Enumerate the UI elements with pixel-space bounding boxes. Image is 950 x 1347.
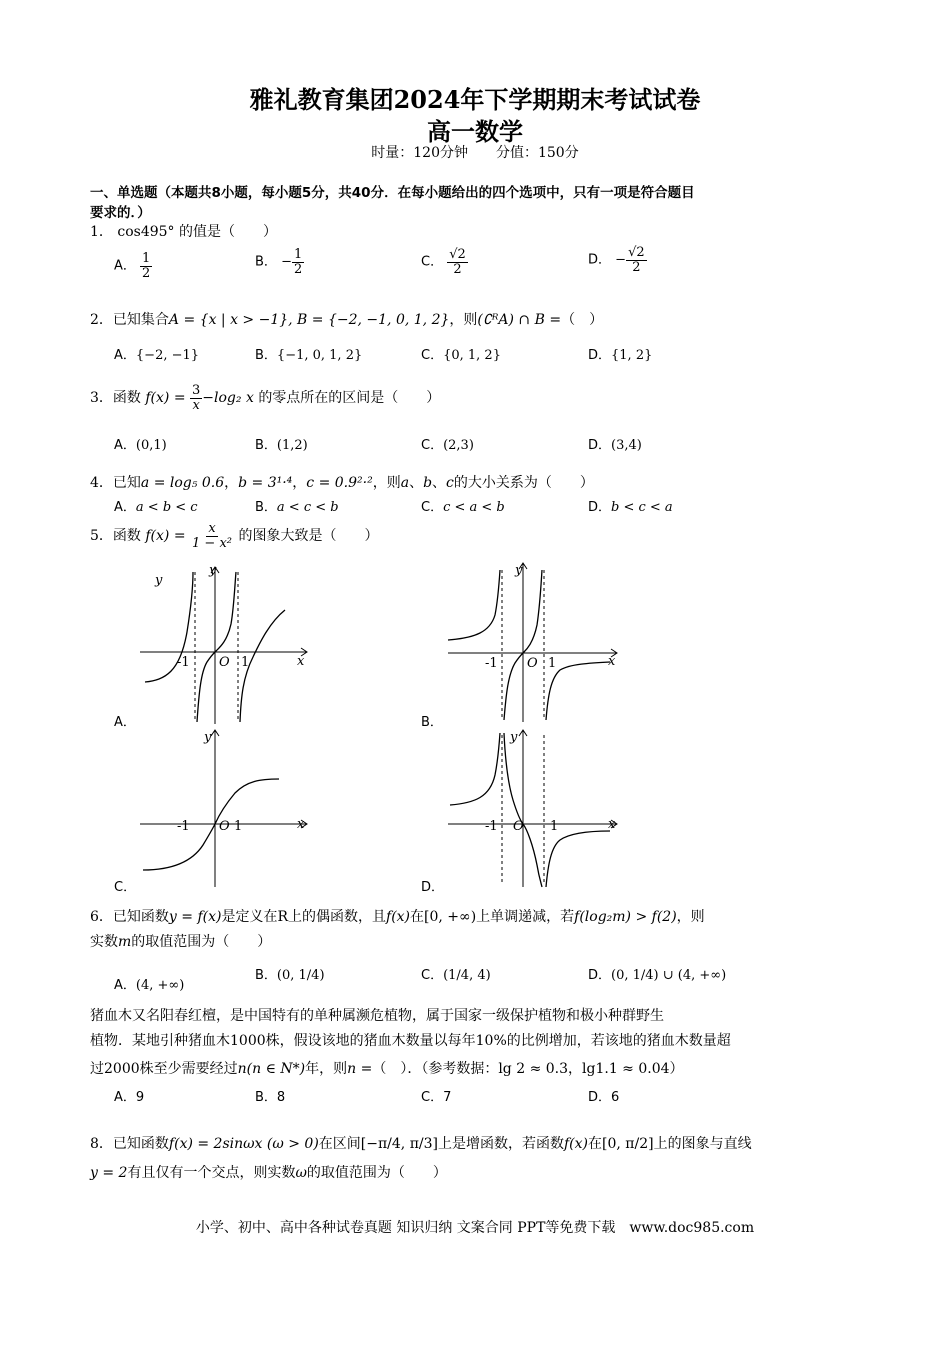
- question-6-cont: 实数m的取值范围为（ ）: [90, 934, 272, 950]
- svg-text:y: y: [209, 563, 217, 578]
- page-footer: 小学、初中、高中各种试卷真题 知识归纳 文案合同 PPT等免费下载 www.doc985.com: [195, 1220, 755, 1236]
- svg-text:y: y: [204, 730, 212, 745]
- q1-option-d[interactable]: D． − $\frac{√2}{2}$: [588, 245, 645, 275]
- x-axis-label: x: [297, 654, 305, 669]
- q2-expression: (∁ᴿA) ∩ B =: [477, 312, 562, 328]
- q1-option-c[interactable]: C． $\frac{√2}{2}$: [421, 247, 466, 277]
- q2-option-a[interactable]: A．{−2, −1}: [114, 348, 200, 363]
- question-7: 猪血木又名阳春红檀，是中国特有的单种属濒危植物，属于国家一级保护植物和极小种群野生: [90, 1008, 664, 1024]
- q5-option-a[interactable]: A．: [114, 715, 136, 730]
- q4-option-b[interactable]: B．a < c < b: [255, 500, 339, 515]
- question-7-line2: 植物．某地引种猪血木1000株，假设该地的猪血木数量以每年10%的比例增加，若该地的猪血木数量超: [90, 1033, 731, 1049]
- q2-option-b[interactable]: B．{−1, 0, 1, 2}: [255, 348, 363, 363]
- q5-fraction: $\frac{x}{\text{1 − x²}}$: [192, 521, 232, 551]
- q3-fraction: $\frac{3}{x}$: [192, 383, 201, 413]
- q4-option-c[interactable]: C．c < a < b: [421, 500, 505, 515]
- q1-option-a[interactable]: A． $\frac{1}{2}$: [114, 251, 151, 281]
- q3-option-a[interactable]: A．(0,1): [114, 438, 167, 453]
- q3-option-b[interactable]: B．(1,2): [255, 438, 308, 453]
- svg-text:-1: -1: [485, 819, 498, 834]
- question-8: 8．已知函数f(x) = 2sinωx (ω > 0)在区间[−π/4, π/3]上是增函数，若函数f(x)在[0, π/2]上的图象与直线: [90, 1136, 752, 1152]
- q6-option-d[interactable]: D．(0, 1/4) ∪ (4, +∞): [588, 968, 727, 983]
- svg-text:y: y: [515, 563, 523, 578]
- exam-meta: 时量：120分钟 分值：150分: [371, 145, 579, 161]
- q4-option-d[interactable]: D．b < c < a: [588, 500, 673, 515]
- q2-sets: A = {x | x > −1}, B = {−2, −1, 0, 1, 2}: [168, 312, 450, 328]
- tick-neg1: -1: [177, 655, 190, 670]
- q7-option-d[interactable]: D．6: [588, 1090, 620, 1105]
- q5-graph-b: [445, 560, 625, 725]
- q1-expression: cos495°: [117, 224, 175, 240]
- q7-option-a[interactable]: A．9: [114, 1090, 145, 1105]
- q7-option-b[interactable]: B．8: [255, 1090, 286, 1105]
- svg-text:O: O: [219, 819, 230, 834]
- svg-text:1: 1: [234, 819, 243, 834]
- origin-label: O: [219, 655, 230, 670]
- q6-option-c[interactable]: C．(1/4, 4): [421, 968, 491, 983]
- svg-text:x: x: [297, 817, 305, 832]
- svg-text:x: x: [608, 654, 616, 669]
- q5-graph-d: [445, 725, 625, 890]
- q1-option-b[interactable]: B． − $\frac{1}{2}$: [255, 247, 303, 277]
- question-7-line3: 过2000株至少需要经过n(n ∈ N*)年，则n =（ ）．（参考数据：lg 2 ≈ 0.3，lg1.1 ≈ 0.04）: [90, 1061, 684, 1077]
- svg-text:-1: -1: [177, 819, 190, 834]
- q5-graph-a: [135, 562, 315, 727]
- q5-option-b[interactable]: B．: [421, 715, 443, 730]
- svg-text:1: 1: [548, 656, 557, 671]
- question-8-cont: y = 2有且仅有一个交点，则实数ω的取值范围为（ ）: [90, 1165, 447, 1181]
- svg-text:O: O: [513, 819, 524, 834]
- question-3: 3．函数 f(x) = $\frac{3}{x}$ −log₂ x 的零点所在的区间是（ ）: [90, 383, 441, 413]
- section-heading-cont: 要求的．）: [90, 205, 151, 221]
- section-heading: 一、单选题（本题共8小题，每小题5分，共40分．在每小题给出的四个选项中，只有一项是符合题目: [90, 185, 695, 201]
- svg-text:-1: -1: [485, 656, 498, 671]
- q4-option-a[interactable]: A．a < b < c: [114, 500, 198, 515]
- tick-pos1: 1: [241, 655, 250, 670]
- question-6: 6．已知函数y = f(x)是定义在R上的偶函数，且f(x)在[0, +∞)上单调递减，若f(log₂m) > f(2)，则: [90, 909, 705, 925]
- svg-text:y: y: [510, 730, 518, 745]
- question-4: 4．已知a = log₅ 0.6，b = 3¹·⁴，c = 0.9²·²，则a、b、c的大小关系为（ ）: [90, 475, 594, 491]
- y-axis-label: y: [155, 573, 163, 588]
- subject-title: 高一数学: [427, 117, 523, 146]
- q6-option-b[interactable]: B．(0, 1/4): [255, 968, 325, 983]
- q5-option-c[interactable]: C．: [114, 880, 137, 895]
- q3-option-c[interactable]: C．(2,3): [421, 438, 474, 453]
- svg-text:x: x: [608, 817, 616, 832]
- q7-option-c[interactable]: C．7: [421, 1090, 452, 1105]
- q2-option-c[interactable]: C．{0, 1, 2}: [421, 348, 501, 363]
- q5-graph-c: [135, 725, 315, 890]
- exam-title: 雅礼教育集团2024年下学期期末考试试卷: [249, 85, 701, 114]
- question-1: 1． cos495° 的值是（ ）: [90, 224, 278, 240]
- q6-option-a[interactable]: A．(4, +∞): [114, 978, 185, 993]
- question-5: 5．函数 f(x) = $\frac{x}{\text{1 − x²}}$ 的图象大致是（ ）: [90, 521, 379, 551]
- svg-text:O: O: [527, 656, 538, 671]
- q3-option-d[interactable]: D．(3,4): [588, 438, 642, 453]
- svg-text:1: 1: [550, 819, 559, 834]
- q2-option-d[interactable]: D．{1, 2}: [588, 348, 653, 363]
- q5-option-d[interactable]: D．: [421, 880, 445, 895]
- question-2: 2．已知集合A = {x | x > −1}, B = {−2, −1, 0, 1, 2}，则(∁ᴿA) ∩ B =（ ）: [90, 312, 604, 328]
